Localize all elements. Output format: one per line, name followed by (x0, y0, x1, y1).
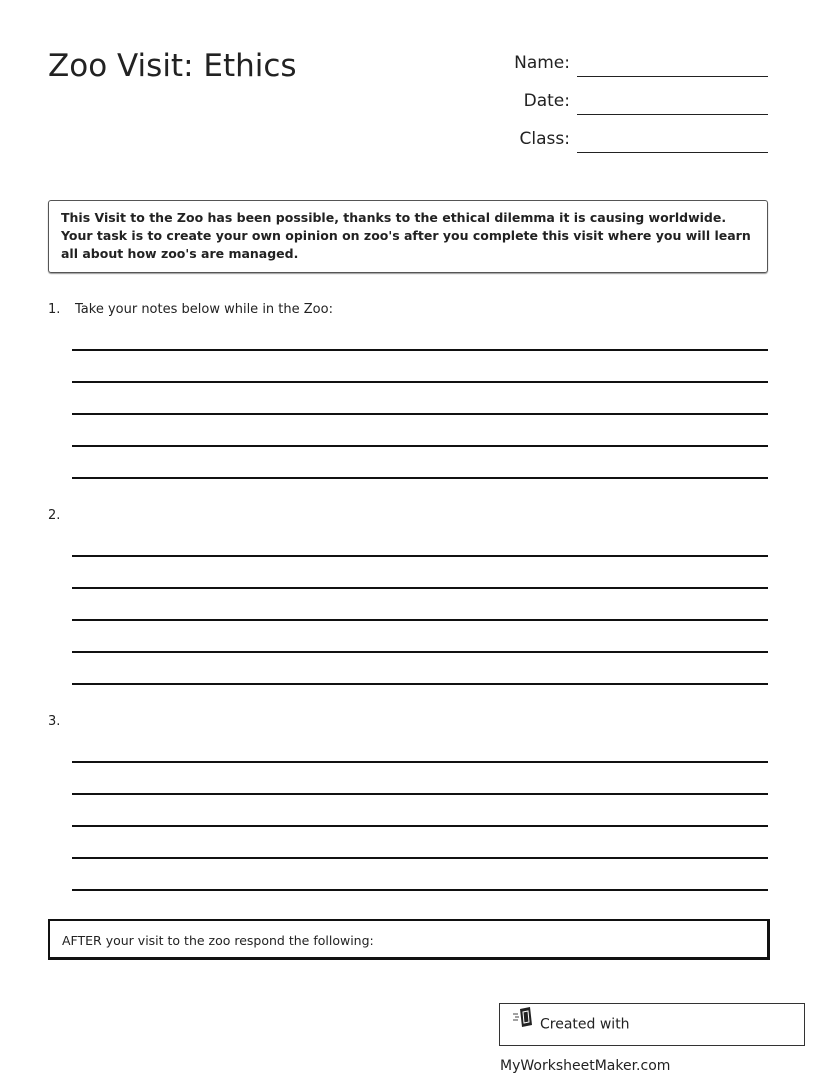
answer-line[interactable] (72, 381, 768, 383)
instructions-box: This Visit to the Zoo has been possible, thanks to the ethical dilemma it is causing worldwide. Your task is to create your own opinion on zoo's after you complete this visit where you will learn all about how zoo's are managed. (48, 200, 768, 273)
after-visit-box: AFTER your visit to the zoo respond the following: (48, 919, 770, 960)
answer-line[interactable] (72, 683, 768, 685)
answer-line[interactable] (72, 349, 768, 351)
answer-line[interactable] (72, 619, 768, 621)
answer-line[interactable] (72, 825, 768, 827)
answer-line[interactable] (72, 889, 768, 891)
date-label: Date: (523, 91, 570, 111)
answer-line[interactable] (72, 857, 768, 859)
class-label: Class: (519, 129, 570, 149)
question-text: Take your notes below while in the Zoo: (75, 302, 333, 317)
question-2 (48, 508, 75, 523)
answer-line[interactable] (72, 761, 768, 763)
question-number: 1. (48, 302, 61, 317)
answer-line[interactable] (72, 477, 768, 479)
answer-line[interactable] (72, 587, 768, 589)
page-title: Zoo Visit: Ethics (48, 48, 297, 84)
name-field[interactable] (577, 76, 768, 77)
footer-text: Created with MyWorksheetMaker.com (500, 1016, 671, 1074)
question-3 (48, 714, 75, 729)
answer-line[interactable] (72, 413, 768, 415)
question-number: 3. (48, 714, 61, 729)
question-1 (48, 302, 333, 317)
class-field[interactable] (577, 152, 768, 153)
date-field[interactable] (577, 114, 768, 115)
footer-badge (499, 1003, 805, 1074)
answer-line[interactable] (72, 651, 768, 653)
worksheet-maker-logo-icon (512, 1004, 534, 1045)
answer-line[interactable] (72, 793, 768, 795)
answer-line[interactable] (72, 555, 768, 557)
answer-line[interactable] (72, 445, 768, 447)
name-label: Name: (514, 53, 570, 73)
question-number: 2. (48, 508, 61, 523)
